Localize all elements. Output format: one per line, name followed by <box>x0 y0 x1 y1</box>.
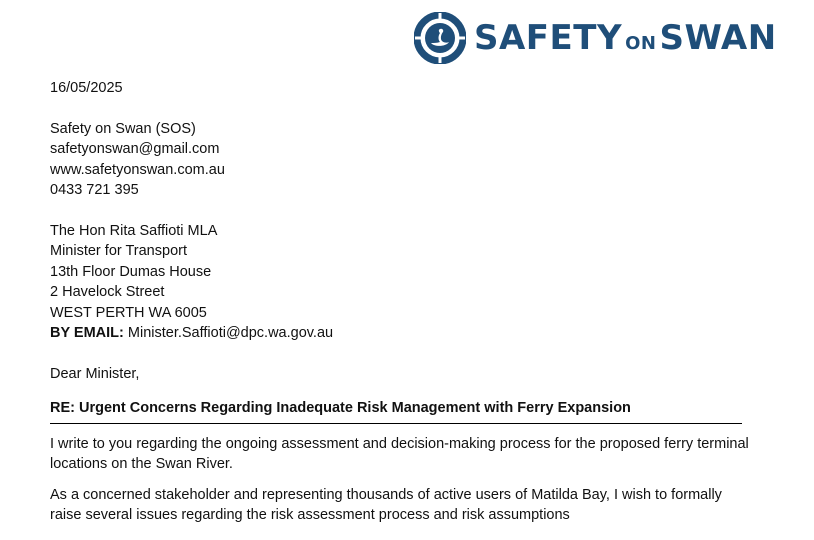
recipient-email-line <box>50 323 750 344</box>
recipient-address-3: WEST PERTH WA 6005 <box>50 304 207 321</box>
sender-phone: 0433 721 395 <box>50 182 139 198</box>
sender-name: Safety on Swan (SOS) <box>50 120 196 137</box>
logo-word-on: ON <box>625 33 657 54</box>
lifebuoy-swan-icon <box>414 12 466 64</box>
logo-wordmark <box>474 18 777 58</box>
by-email-label: BY EMAIL: <box>50 325 124 341</box>
logo-word-safety: SAFETY <box>474 18 623 58</box>
logo-word-swan: SWAN <box>659 18 777 58</box>
recipient-address-2: 2 Havelock Street <box>50 284 165 300</box>
recipient-title: Minister for Transport <box>50 243 187 259</box>
recipient-address-1: 13th Floor Dumas House <box>50 263 212 280</box>
letter-date: 16/05/2025 <box>50 80 123 96</box>
recipient-name: The Hon Rita Saffioti MLA <box>50 222 218 239</box>
sender-email[interactable]: safetyonswan@gmail.com <box>50 141 220 157</box>
paragraph-2: As a concerned stakeholder and representing thousands of active users of Matilda Bay, I wish to formally raise several issues regarding the risk assessment process and risk assumptions <box>50 486 722 523</box>
recipient-email[interactable]: Minister.Saffioti@dpc.wa.gov.au <box>127 325 334 341</box>
safety-on-swan-logo <box>414 12 777 64</box>
salutation: Dear Minister, <box>50 365 140 382</box>
subject-line: RE: Urgent Concerns Regarding Inadequate Risk Management with Ferry Expansion <box>50 398 742 424</box>
recipient-block <box>50 221 750 344</box>
sender-website[interactable]: www.safetyonswan.com.au <box>50 161 225 178</box>
letter-body <box>50 78 750 526</box>
sender-block <box>50 119 750 201</box>
paragraph-1: I write to you regarding the ongoing assessment and decision-making process for the proposed ferry terminal locations on the Swan River. <box>50 435 749 472</box>
